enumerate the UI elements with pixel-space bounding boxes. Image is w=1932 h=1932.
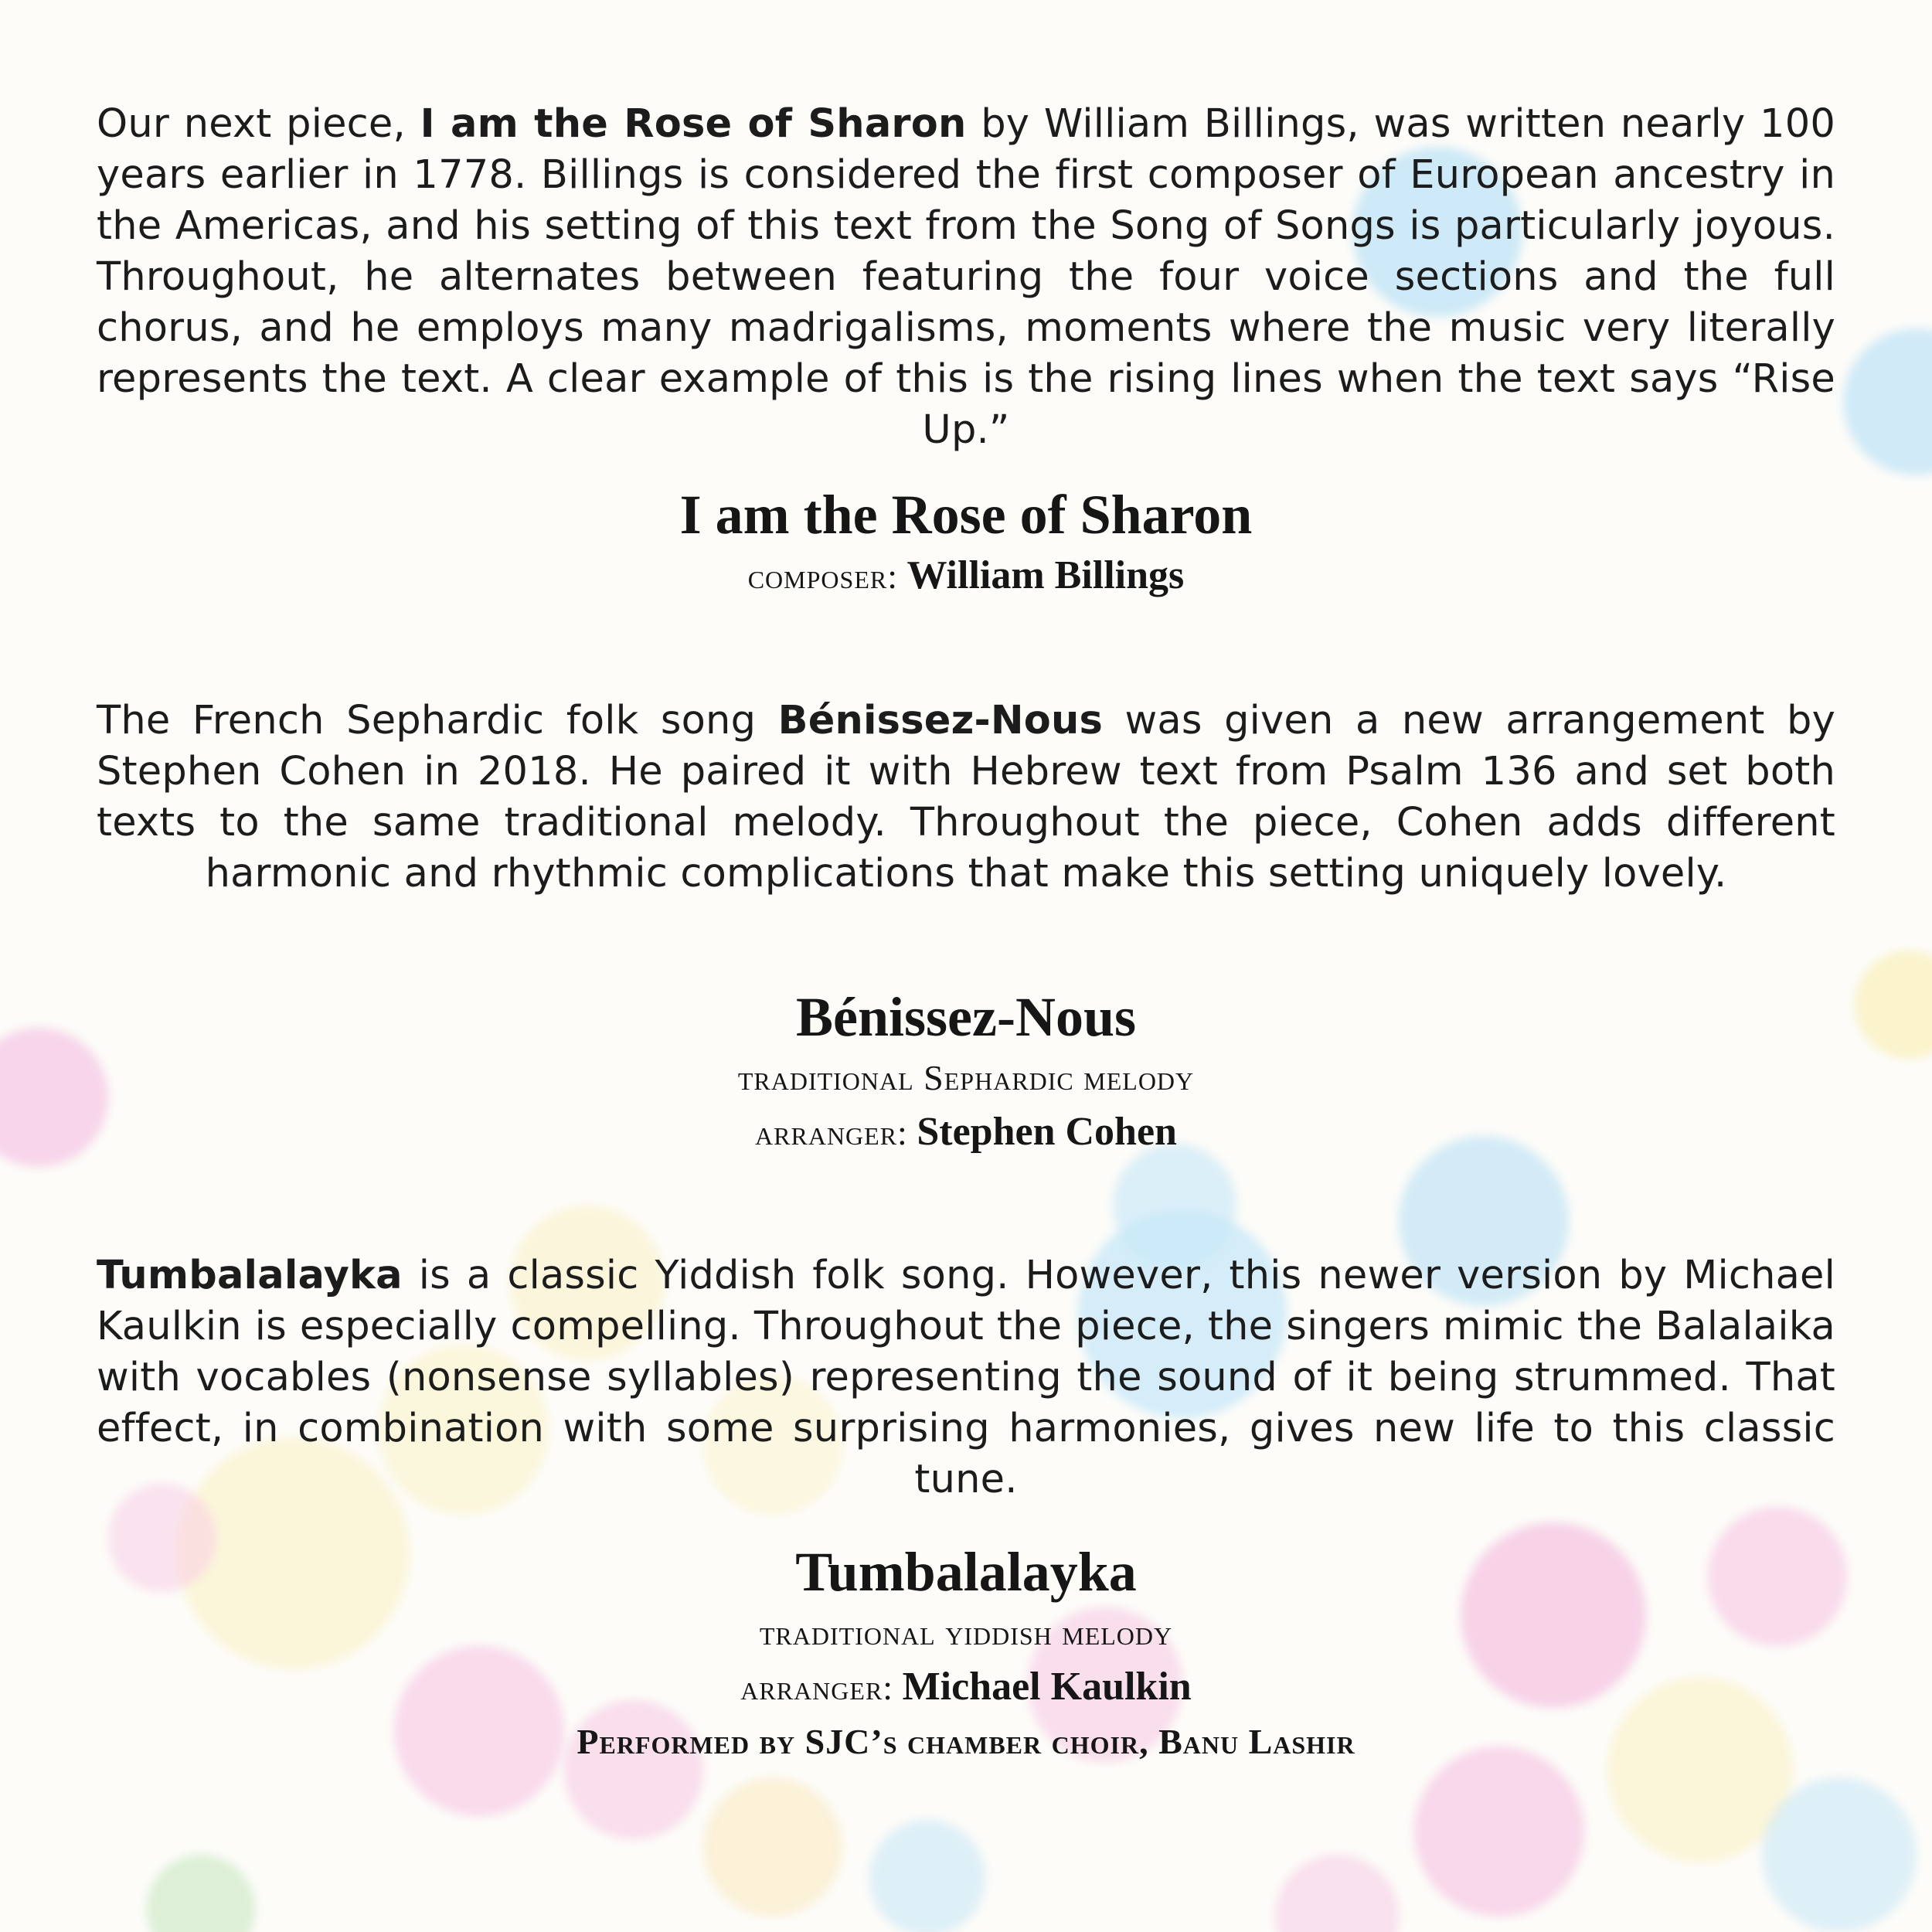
- arranger-line: [0, 1105, 1932, 1160]
- melody-line: [0, 1606, 1932, 1660]
- melody-text: traditional Sephardic melody: [737, 1058, 1195, 1097]
- intro-paragraph-rose-of-sharon: [97, 99, 1835, 456]
- piece-name-bold: Bénissez-Nous: [777, 698, 1104, 743]
- paragraph-text: by William Billings, was written nearly 100 years earlier in 1778. Billings is considered the first composer of European ancestry in the Americas, and his setting of this text from the Song of Songs is particularly joyous. Throughout, he alternates between featuring the four voice sections and the full chorus, and he employs many madrigalisms, moments where the music very literally represents the text. A clear example of this is the rising lines when the text says “Rise Up.”: [97, 101, 1835, 453]
- piece-title: I am the Rose of Sharon: [679, 484, 1253, 546]
- paragraph-text: Our next piece,: [97, 101, 420, 147]
- intro-paragraph-tumbalalayka: [97, 1250, 1835, 1505]
- arranger-name: Stephen Cohen: [917, 1110, 1177, 1154]
- melody-text: traditional yiddish melody: [759, 1613, 1173, 1652]
- piece-credits-benissez-nous: [0, 983, 1932, 1160]
- paragraph-text: is a classic Yiddish folk song. However, this newer version by Michael Kaulkin is especially compelling. Throughout the piece, the singers mimic the Balalaika with vocables (nonsense syllables) representing the sound of it being strummed. That effect, in combination with some surprising harmonies, gives new life to this classic tune.: [97, 1253, 1835, 1502]
- composer-label: composer:: [747, 556, 898, 596]
- paragraph-text: was given a new arrangement by Stephen Cohen in 2018. He paired it with Hebrew text from Psalm 136 and set both texts to the same traditional melody. Throughout the piece, Cohen adds different harmonic and rhythmic complications that make this setting uniquely lovely.: [97, 698, 1835, 896]
- piece-credits-rose-of-sharon: [0, 481, 1932, 604]
- melody-line: [0, 1051, 1932, 1105]
- piece-title: Bénissez-Nous: [795, 986, 1136, 1048]
- piece-credits-tumbalalayka: [0, 1538, 1932, 1769]
- composer-line: [0, 549, 1932, 604]
- arranger-label: arranger:: [755, 1113, 908, 1152]
- composer-name: William Billings: [906, 553, 1185, 597]
- piece-name-bold: Tumbalalayka: [97, 1253, 403, 1298]
- performed-by-line: Performed by SJC’s chamber choir, Banu Lashir: [577, 1722, 1355, 1761]
- piece-name-bold: I am the Rose of Sharon: [420, 101, 967, 147]
- piece-title: Tumbalalayka: [795, 1541, 1137, 1603]
- arranger-name: Michael Kaulkin: [902, 1665, 1192, 1709]
- paragraph-text: The French Sephardic folk song: [97, 698, 778, 743]
- arranger-line: [0, 1660, 1932, 1715]
- arranger-label: arranger:: [740, 1668, 894, 1707]
- intro-paragraph-benissez-nous: [97, 696, 1835, 900]
